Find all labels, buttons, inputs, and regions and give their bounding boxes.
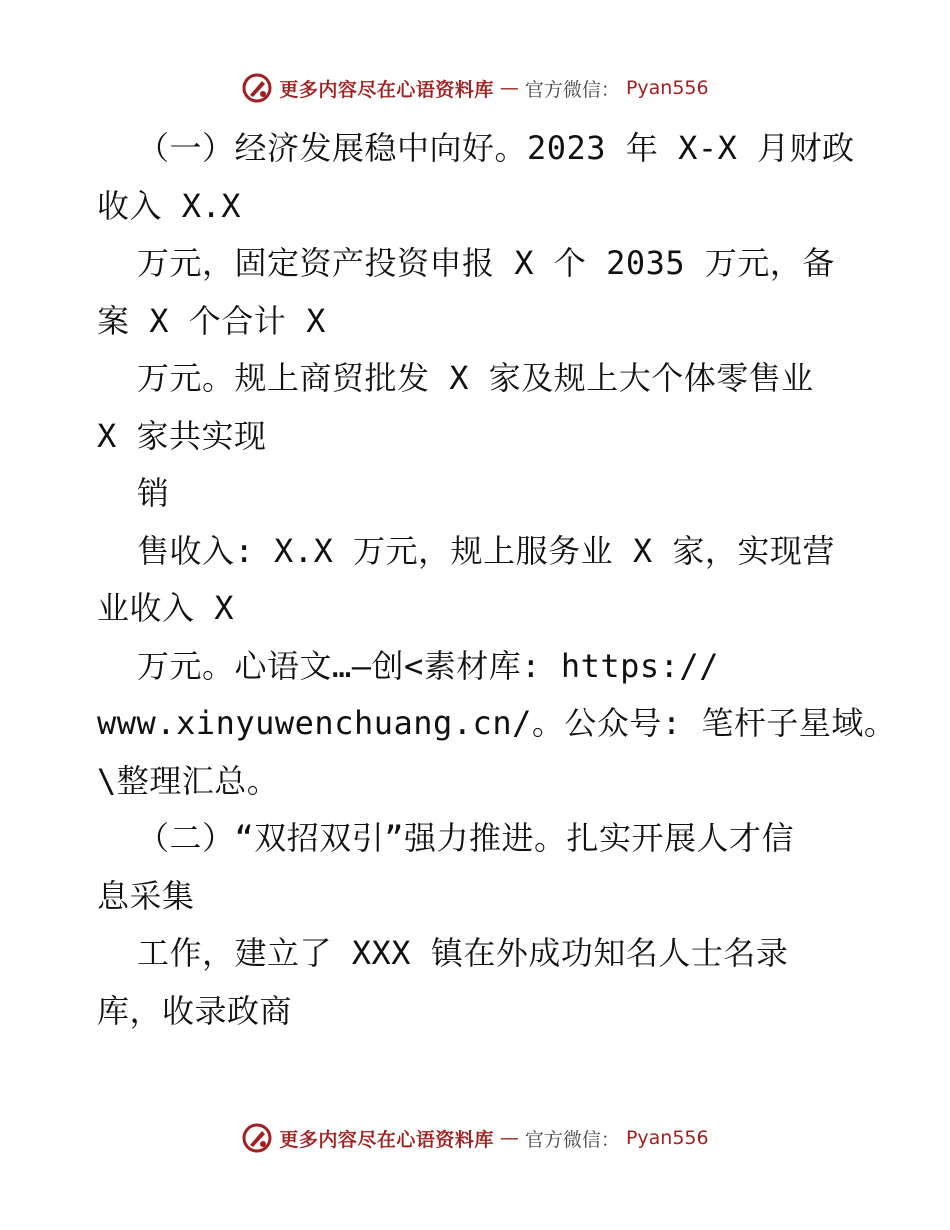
text-line: www.xinyuwenchuang.cn/。公众号: 笔杆子星域。 [97,704,897,742]
banner-brand: 更多内容尽在心语资料库 [279,78,494,101]
text-line: X 家共实现 [97,416,267,455]
banner-wechat-id: Pyan556 [625,77,709,99]
text-line: 库，收录政商 [97,991,293,1030]
text-line: 万元。规上商贸批发 X 家及规上大个体零售业 [137,359,814,397]
document-body [97,120,897,1040]
banner-dash: — [499,1127,519,1149]
text-line: 售收入: X.X 万元，规上服务业 X 家，实现营 [137,531,835,570]
header-banner [0,72,950,104]
text-line: 万元。心语文…—创<素材库: https:// [137,646,719,685]
banner-wechat-label: 官方微信： [524,78,620,101]
text-line: （一）经济发展稳中向好。2023 年 X-X 月财政 [137,129,855,167]
text-line: （二）“双招双引”强力推进。扎实开展人才信 [137,819,795,857]
banner-wechat-label: 官方微信： [524,1128,620,1151]
text-line: 销 [137,474,170,512]
banner-wechat-id: Pyan556 [625,1127,709,1149]
text-line: 案 X 个合计 X [97,301,326,340]
footer-banner [0,1122,950,1154]
pen-logo-icon [241,1122,273,1154]
pen-logo-icon [241,72,273,104]
text-line: \整理汇总。 [97,761,280,800]
banner-dash: — [499,77,519,99]
banner-brand: 更多内容尽在心语资料库 [279,1128,494,1151]
text-line: 息采集 [97,876,195,915]
text-line: 工作，建立了 XXX 镇在外成功知名人士名录 [137,934,789,972]
text-line: 业收入 X [97,589,235,627]
text-line: 万元，固定资产投资申报 X 个 2035 万元，备 [137,244,835,282]
text-line: 收入 X.X [97,186,242,225]
